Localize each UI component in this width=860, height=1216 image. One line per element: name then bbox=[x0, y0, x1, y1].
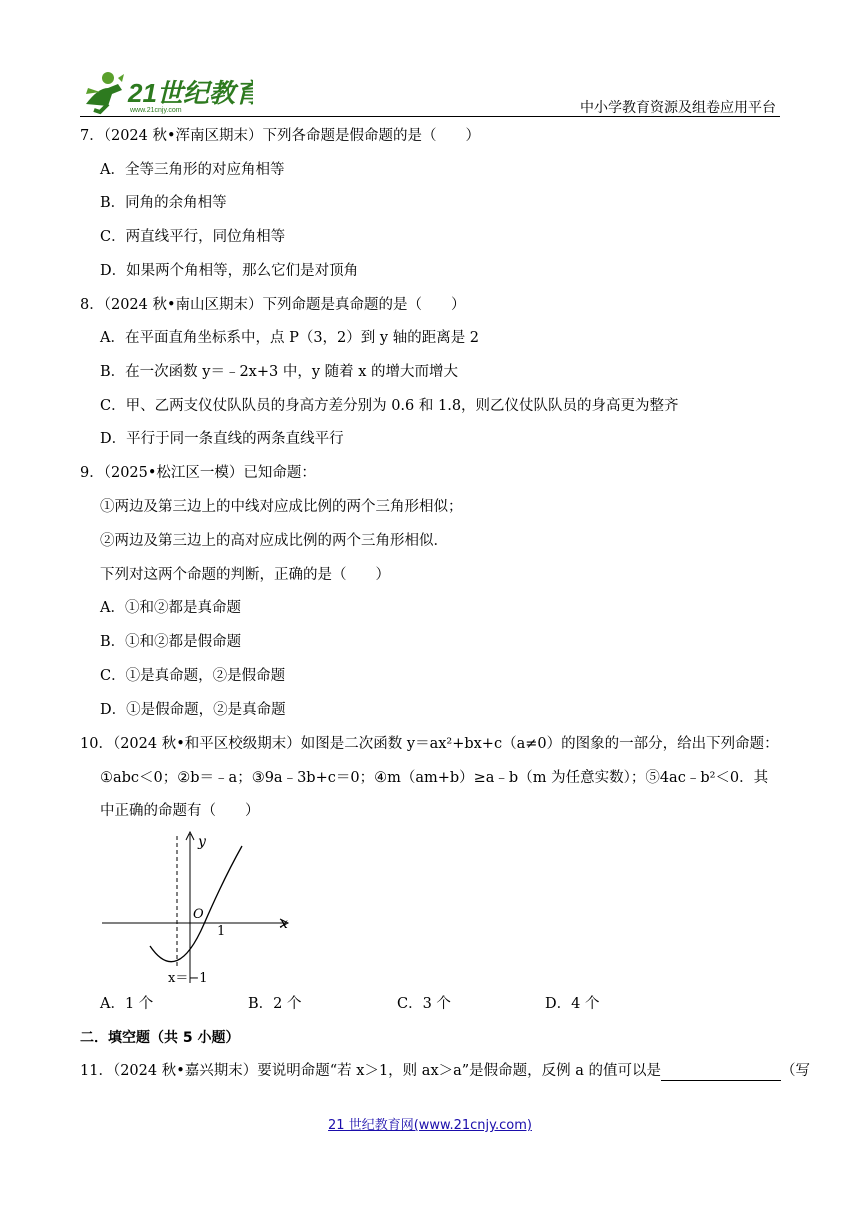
q8-stem: 8．（2024 秋•南山区期末）下列命题是真命题的是（ ） bbox=[80, 297, 466, 313]
q9-prop-1: ①两边及第三边上的中线对应成比例的两个三角形相似； bbox=[100, 499, 463, 515]
q11-line bbox=[80, 1061, 811, 1081]
section-heading-fill-in: 二．填空题（共 5 小题） bbox=[80, 1030, 240, 1046]
q9-option-a: A．①和②都是真命题 bbox=[100, 600, 241, 616]
q11-stem: 11．（2024 秋•嘉兴期末）要说明命题“若 x＞1，则 ax＞a”是假命题，反例 a 的值可以是 bbox=[80, 1063, 662, 1079]
q9-option-b: B．①和②都是假命题 bbox=[100, 634, 242, 650]
logo-text: 21世纪教育 bbox=[128, 78, 253, 108]
q8-option-b: B．在一次函数 y＝﹣2x+3 中，y 随着 x 的增大而增大 bbox=[100, 364, 459, 380]
parabola-curve bbox=[150, 846, 242, 962]
q11-answer-blank[interactable] bbox=[661, 1064, 781, 1081]
runner-logo-icon bbox=[78, 66, 253, 116]
symmetry-axis-label: x＝−1 bbox=[168, 971, 208, 986]
q9-option-c: C．①是真命题，②是假命题 bbox=[100, 668, 286, 684]
q7-option-a: A．全等三角形的对应角相等 bbox=[100, 162, 285, 178]
q7-option-c: C．两直线平行，同位角相等 bbox=[100, 229, 286, 245]
q7-option-b: B．同角的余角相等 bbox=[100, 195, 227, 211]
header-platform-name: 中小学教育资源及组卷应用平台 bbox=[580, 100, 776, 116]
site-logo bbox=[78, 66, 253, 116]
q7-stem: 7．（2024 秋•浑南区期末）下列各命题是假命题的是（ ） bbox=[80, 128, 481, 144]
q10-option-a: A．1 个 bbox=[100, 996, 154, 1012]
y-axis-label: y bbox=[198, 834, 206, 850]
q8-option-d: D．平行于同一条直线的两条直线平行 bbox=[100, 431, 344, 447]
q10-option-d: D．4 个 bbox=[545, 996, 600, 1012]
q9-option-d: D．①是假命题，②是真命题 bbox=[100, 702, 286, 718]
q8-option-c: C．甲、乙两支仪仗队队员的身高方差分别为 0.6 和 1.8，则乙仪仗队队员的身高更为整齐 bbox=[100, 398, 679, 414]
q7-option-d: D．如果两个角相等，那么它们是对顶角 bbox=[100, 263, 359, 279]
q10-option-b: B．2 个 bbox=[248, 996, 302, 1012]
q9-prop-2: ②两边及第三边上的高对应成比例的两个三角形相似． bbox=[100, 533, 448, 549]
q9-stem: 9．（2025•松江区一模）已知命题： bbox=[80, 465, 316, 481]
q10-propositions: ①abc＜0；②b＝﹣a；③9a﹣3b+c＝0；④m（am+b）≥a﹣b（m 为任意实数）；⑤4ac﹣b²＜0．其 bbox=[100, 770, 769, 786]
header-divider bbox=[80, 116, 780, 117]
origin-label: O bbox=[193, 907, 204, 922]
q10-ask: 中正确的命题有（ ） bbox=[100, 803, 260, 819]
parabola-graph bbox=[100, 828, 300, 988]
q10-option-c: C．3 个 bbox=[397, 996, 451, 1012]
root-label: 1 bbox=[217, 924, 226, 939]
logo-url: www.21cnjy.com bbox=[130, 107, 182, 114]
footer-link[interactable]: 21 世纪教育网(www.21cnjy.com) bbox=[328, 1118, 532, 1133]
q11-tail: （写 bbox=[781, 1063, 811, 1079]
x-axis-label: x bbox=[280, 916, 288, 932]
q8-option-a: A．在平面直角坐标系中，点 P（3，2）到 y 轴的距离是 2 bbox=[100, 330, 480, 346]
q9-ask: 下列对这两个命题的判断，正确的是（ ） bbox=[100, 567, 390, 583]
q10-stem: 10．（2024 秋•和平区校级期末）如图是二次函数 y＝ax²+bx+c（a≠0）的图象的一部分，给出下列命题： bbox=[80, 736, 779, 752]
